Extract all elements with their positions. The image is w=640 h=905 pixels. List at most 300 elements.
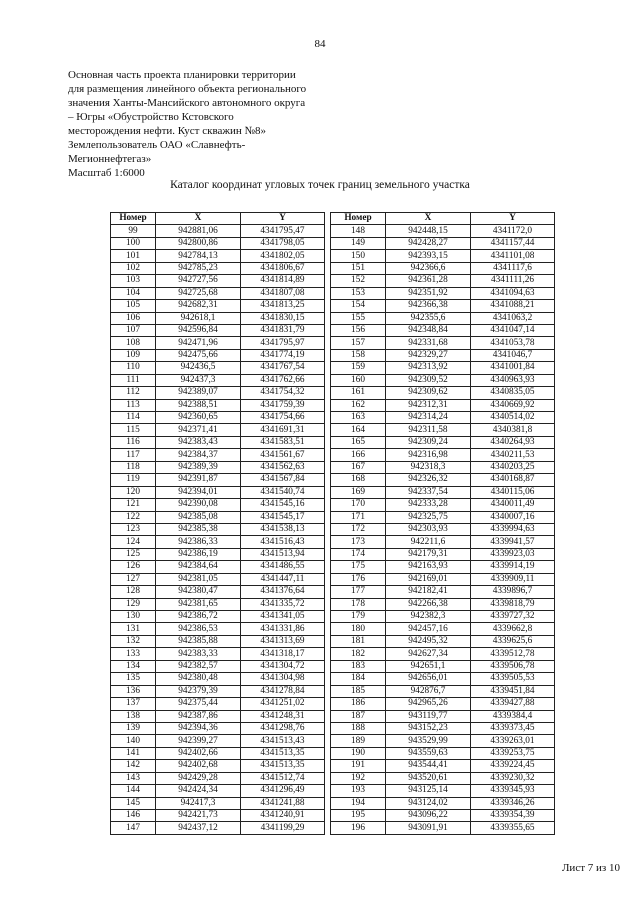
y-coordinate-cell: 4341691,31	[241, 424, 325, 436]
table-row	[111, 822, 325, 834]
y-coordinate-cell: 4339427,88	[471, 698, 555, 710]
point-number-cell: 108	[111, 337, 156, 349]
table-row	[111, 424, 325, 436]
point-number-cell: 159	[331, 362, 386, 374]
point-number-cell: 104	[111, 287, 156, 299]
x-coordinate-cell: 942471,96	[156, 337, 241, 349]
point-number-cell: 189	[331, 735, 386, 747]
x-coordinate-cell: 942436,5	[156, 362, 241, 374]
y-coordinate-cell: 4341053,78	[471, 337, 555, 349]
y-coordinate-cell: 4341754,32	[241, 387, 325, 399]
point-number-cell: 180	[331, 623, 386, 635]
y-coordinate-cell: 4341513,94	[241, 548, 325, 560]
table-row	[111, 523, 325, 535]
table-row	[331, 797, 555, 809]
table-row	[331, 362, 555, 374]
x-coordinate-cell: 942402,68	[156, 760, 241, 772]
table-row	[111, 250, 325, 262]
table-row	[111, 412, 325, 424]
x-coordinate-cell: 942424,34	[156, 785, 241, 797]
y-coordinate-cell: 4339909,11	[471, 573, 555, 585]
point-number-cell: 143	[111, 772, 156, 784]
point-number-cell: 135	[111, 673, 156, 685]
point-number-cell: 106	[111, 312, 156, 324]
y-coordinate-cell: 4341754,66	[241, 412, 325, 424]
y-coordinate-cell: 4340211,53	[471, 449, 555, 461]
x-coordinate-cell: 943125,14	[386, 785, 471, 797]
x-coordinate-cell: 942682,31	[156, 300, 241, 312]
table-row	[111, 275, 325, 287]
y-coordinate-cell: 4341376,64	[241, 586, 325, 598]
x-coordinate-cell: 942355,6	[386, 312, 471, 324]
catalog-title: Каталог координат угловых точек границ земельного участка	[170, 179, 470, 191]
y-coordinate-cell: 4339512,78	[471, 648, 555, 660]
y-coordinate-cell: 4341251,02	[241, 698, 325, 710]
x-coordinate-cell: 942417,3	[156, 797, 241, 809]
x-coordinate-cell: 942475,66	[156, 349, 241, 361]
x-coordinate-cell: 942437,12	[156, 822, 241, 834]
y-coordinate-cell: 4339914,19	[471, 561, 555, 573]
table-row	[111, 337, 325, 349]
table-row	[111, 237, 325, 249]
table-row	[331, 573, 555, 585]
point-number-cell: 160	[331, 374, 386, 386]
table-row	[331, 586, 555, 598]
y-coordinate-cell: 4341513,35	[241, 747, 325, 759]
table-row	[331, 461, 555, 473]
point-number-cell: 147	[111, 822, 156, 834]
y-coordinate-cell: 4340264,93	[471, 436, 555, 448]
table-row	[111, 561, 325, 573]
point-number-cell: 114	[111, 412, 156, 424]
y-coordinate-cell: 4341540,74	[241, 486, 325, 498]
x-coordinate-cell: 942366,38	[386, 300, 471, 312]
x-coordinate-cell: 942386,19	[156, 548, 241, 560]
x-coordinate-cell: 942437,3	[156, 374, 241, 386]
x-coordinate-cell: 942727,56	[156, 275, 241, 287]
point-number-cell: 174	[331, 548, 386, 560]
point-number-cell: 150	[331, 250, 386, 262]
y-coordinate-cell: 4341802,05	[241, 250, 325, 262]
y-coordinate-cell: 4339253,75	[471, 747, 555, 759]
y-coordinate-cell: 4339727,32	[471, 611, 555, 623]
y-coordinate-cell: 4341088,21	[471, 300, 555, 312]
table-row	[331, 287, 555, 299]
x-coordinate-cell: 942329,27	[386, 349, 471, 361]
y-coordinate-cell: 4341296,49	[241, 785, 325, 797]
table-row	[111, 785, 325, 797]
x-coordinate-cell: 942371,41	[156, 424, 241, 436]
x-coordinate-cell: 942965,26	[386, 698, 471, 710]
table-row	[331, 735, 555, 747]
point-number-cell: 164	[331, 424, 386, 436]
header-line: – Югры «Обустройство Кстовского	[68, 111, 234, 123]
table-row	[331, 785, 555, 797]
x-coordinate-cell: 942495,32	[386, 635, 471, 647]
x-coordinate-cell: 942382,3	[386, 611, 471, 623]
x-coordinate-cell: 942313,92	[386, 362, 471, 374]
x-coordinate-cell: 942391,87	[156, 474, 241, 486]
point-number-cell: 177	[331, 586, 386, 598]
x-coordinate-cell: 942266,38	[386, 598, 471, 610]
y-coordinate-cell: 4339354,39	[471, 810, 555, 822]
point-number-cell: 134	[111, 660, 156, 672]
point-number-cell: 171	[331, 511, 386, 523]
y-coordinate-cell: 4341331,86	[241, 623, 325, 635]
y-coordinate-cell: 4340381,8	[471, 424, 555, 436]
y-coordinate-cell: 4339384,4	[471, 710, 555, 722]
x-coordinate-cell: 942383,33	[156, 648, 241, 660]
y-coordinate-cell: 4341806,67	[241, 262, 325, 274]
point-number-cell: 153	[331, 287, 386, 299]
table-row	[111, 362, 325, 374]
y-coordinate-cell: 4341304,72	[241, 660, 325, 672]
y-coordinate-cell: 4340835,05	[471, 387, 555, 399]
y-coordinate-cell: 4341516,43	[241, 536, 325, 548]
x-coordinate-cell: 942179,31	[386, 548, 471, 560]
x-coordinate-cell: 942309,62	[386, 387, 471, 399]
table-row	[331, 324, 555, 336]
table-row	[331, 250, 555, 262]
table-row	[111, 511, 325, 523]
x-coordinate-cell: 942388,51	[156, 399, 241, 411]
table-row	[331, 635, 555, 647]
table-row	[111, 461, 325, 473]
y-coordinate-cell: 4341313,69	[241, 635, 325, 647]
table-row	[331, 673, 555, 685]
table-row	[111, 810, 325, 822]
x-coordinate-cell: 942333,28	[386, 499, 471, 511]
point-number-cell: 148	[331, 225, 386, 237]
table-row	[331, 412, 555, 424]
table-row	[331, 300, 555, 312]
table-row	[111, 673, 325, 685]
table-row	[331, 424, 555, 436]
point-number-cell: 192	[331, 772, 386, 784]
point-number-cell: 185	[331, 685, 386, 697]
table-row	[331, 387, 555, 399]
table-row	[331, 685, 555, 697]
x-coordinate-cell: 942318,3	[386, 461, 471, 473]
x-coordinate-cell: 942784,13	[156, 250, 241, 262]
x-coordinate-cell: 942596,84	[156, 324, 241, 336]
y-coordinate-cell: 4341813,25	[241, 300, 325, 312]
point-number-cell: 128	[111, 586, 156, 598]
y-coordinate-cell: 4341538,13	[241, 523, 325, 535]
y-coordinate-cell: 4341798,05	[241, 237, 325, 249]
point-number-cell: 138	[111, 710, 156, 722]
y-coordinate-cell: 4341831,79	[241, 324, 325, 336]
y-coordinate-cell: 4339625,6	[471, 635, 555, 647]
point-number-cell: 182	[331, 648, 386, 660]
y-coordinate-cell: 4341512,74	[241, 772, 325, 784]
point-number-cell: 158	[331, 349, 386, 361]
y-coordinate-cell: 4341567,84	[241, 474, 325, 486]
point-number-cell: 130	[111, 611, 156, 623]
table-row	[331, 548, 555, 560]
y-coordinate-cell: 4341807,08	[241, 287, 325, 299]
x-coordinate-cell: 942316,98	[386, 449, 471, 461]
table-row	[331, 337, 555, 349]
y-coordinate-cell: 4341046,7	[471, 349, 555, 361]
y-coordinate-cell: 4341199,29	[241, 822, 325, 834]
x-coordinate-cell: 942876,7	[386, 685, 471, 697]
x-coordinate-cell: 942399,27	[156, 735, 241, 747]
y-coordinate-cell: 4339355,65	[471, 822, 555, 834]
point-number-cell: 116	[111, 436, 156, 448]
point-number-cell: 156	[331, 324, 386, 336]
table-row	[111, 660, 325, 672]
x-coordinate-cell: 942351,92	[386, 287, 471, 299]
point-number-cell: 131	[111, 623, 156, 635]
table-row	[111, 324, 325, 336]
point-number-cell: 119	[111, 474, 156, 486]
point-number-cell: 139	[111, 722, 156, 734]
x-coordinate-cell: 942169,01	[386, 573, 471, 585]
point-number-cell: 161	[331, 387, 386, 399]
y-coordinate-cell: 4341241,88	[241, 797, 325, 809]
document-header	[68, 68, 358, 180]
table-row	[331, 312, 555, 324]
y-coordinate-cell: 4341335,72	[241, 598, 325, 610]
x-coordinate-cell: 942312,31	[386, 399, 471, 411]
table-row	[331, 499, 555, 511]
x-coordinate-cell: 942163,93	[386, 561, 471, 573]
table-row	[331, 262, 555, 274]
table-row	[111, 374, 325, 386]
point-number-cell: 127	[111, 573, 156, 585]
x-coordinate-cell: 942429,28	[156, 772, 241, 784]
x-coordinate-cell: 942331,68	[386, 337, 471, 349]
point-number-cell: 145	[111, 797, 156, 809]
y-coordinate-cell: 4340669,92	[471, 399, 555, 411]
table-row	[331, 436, 555, 448]
y-coordinate-cell: 4341545,16	[241, 499, 325, 511]
y-coordinate-cell: 4339230,32	[471, 772, 555, 784]
y-coordinate-cell: 4341830,15	[241, 312, 325, 324]
y-coordinate-cell: 4341248,31	[241, 710, 325, 722]
y-coordinate-cell: 4339373,45	[471, 722, 555, 734]
table-row	[111, 623, 325, 635]
x-coordinate-cell: 942311,58	[386, 424, 471, 436]
x-coordinate-cell: 942393,15	[386, 250, 471, 262]
x-coordinate-cell: 943559,63	[386, 747, 471, 759]
point-number-cell: 168	[331, 474, 386, 486]
y-coordinate-cell: 4341172,0	[471, 225, 555, 237]
point-number-cell: 115	[111, 424, 156, 436]
x-coordinate-cell: 942361,28	[386, 275, 471, 287]
point-number-cell: 190	[331, 747, 386, 759]
point-number-cell: 157	[331, 337, 386, 349]
y-coordinate-cell: 4340115,06	[471, 486, 555, 498]
header-line: значения Ханты-Мансийского автономного округа	[68, 97, 306, 109]
coordinates-table-left	[110, 212, 325, 835]
point-number-cell: 124	[111, 536, 156, 548]
table-row	[111, 573, 325, 585]
x-coordinate-cell: 943096,22	[386, 810, 471, 822]
y-coordinate-cell: 4341513,35	[241, 760, 325, 772]
point-number-cell: 144	[111, 785, 156, 797]
column-header-number: Номер	[111, 213, 156, 225]
x-coordinate-cell: 942651,1	[386, 660, 471, 672]
point-number-cell: 140	[111, 735, 156, 747]
x-coordinate-cell: 942211,6	[386, 536, 471, 548]
point-number-cell: 137	[111, 698, 156, 710]
y-coordinate-cell: 4339896,7	[471, 586, 555, 598]
point-number-cell: 133	[111, 648, 156, 660]
point-number-cell: 193	[331, 785, 386, 797]
point-number-cell: 102	[111, 262, 156, 274]
table-row	[111, 300, 325, 312]
x-coordinate-cell: 943152,23	[386, 722, 471, 734]
point-number-cell: 181	[331, 635, 386, 647]
x-coordinate-cell: 942448,15	[386, 225, 471, 237]
table-row	[331, 486, 555, 498]
point-number-cell: 165	[331, 436, 386, 448]
y-coordinate-cell: 4339451,84	[471, 685, 555, 697]
table-row	[331, 810, 555, 822]
point-number-cell: 149	[331, 237, 386, 249]
y-coordinate-cell: 4341774,19	[241, 349, 325, 361]
table-row	[111, 760, 325, 772]
table-row	[331, 275, 555, 287]
x-coordinate-cell: 942385,38	[156, 523, 241, 535]
x-coordinate-cell: 943529,99	[386, 735, 471, 747]
y-coordinate-cell: 4340007,16	[471, 511, 555, 523]
x-coordinate-cell: 942380,47	[156, 586, 241, 598]
y-coordinate-cell: 4340203,25	[471, 461, 555, 473]
table-row	[331, 822, 555, 834]
x-coordinate-cell: 942394,01	[156, 486, 241, 498]
point-number-cell: 154	[331, 300, 386, 312]
y-coordinate-cell: 4340011,49	[471, 499, 555, 511]
point-number-cell: 117	[111, 449, 156, 461]
point-number-cell: 191	[331, 760, 386, 772]
table-row	[111, 648, 325, 660]
point-number-cell: 113	[111, 399, 156, 411]
point-number-cell: 173	[331, 536, 386, 548]
y-coordinate-cell: 4339941,57	[471, 536, 555, 548]
point-number-cell: 183	[331, 660, 386, 672]
y-coordinate-cell: 4339994,63	[471, 523, 555, 535]
y-coordinate-cell: 4339346,26	[471, 797, 555, 809]
x-coordinate-cell: 942384,37	[156, 449, 241, 461]
point-number-cell: 100	[111, 237, 156, 249]
y-coordinate-cell: 4339818,79	[471, 598, 555, 610]
table-row	[111, 486, 325, 498]
y-coordinate-cell: 4341101,08	[471, 250, 555, 262]
table-row	[331, 660, 555, 672]
point-number-cell: 101	[111, 250, 156, 262]
table-row	[331, 449, 555, 461]
table-row	[111, 635, 325, 647]
y-coordinate-cell: 4341298,76	[241, 722, 325, 734]
x-coordinate-cell: 942390,08	[156, 499, 241, 511]
x-coordinate-cell: 942428,27	[386, 237, 471, 249]
x-coordinate-cell: 942325,75	[386, 511, 471, 523]
header-line: Масштаб 1:6000	[68, 167, 145, 179]
y-coordinate-cell: 4341759,39	[241, 399, 325, 411]
point-number-cell: 146	[111, 810, 156, 822]
x-coordinate-cell: 942381,05	[156, 573, 241, 585]
x-coordinate-cell: 942394,36	[156, 722, 241, 734]
table-row	[111, 474, 325, 486]
x-coordinate-cell: 943520,61	[386, 772, 471, 784]
point-number-cell: 162	[331, 399, 386, 411]
x-coordinate-cell: 942309,24	[386, 436, 471, 448]
x-coordinate-cell: 942389,07	[156, 387, 241, 399]
point-number-cell: 142	[111, 760, 156, 772]
point-number-cell: 103	[111, 275, 156, 287]
point-number-cell: 110	[111, 362, 156, 374]
point-number-cell: 152	[331, 275, 386, 287]
point-number-cell: 111	[111, 374, 156, 386]
point-number-cell: 184	[331, 673, 386, 685]
y-coordinate-cell: 4339662,8	[471, 623, 555, 635]
point-number-cell: 195	[331, 810, 386, 822]
x-coordinate-cell: 942314,24	[386, 412, 471, 424]
table-row	[111, 287, 325, 299]
point-number-cell: 132	[111, 635, 156, 647]
point-number-cell: 105	[111, 300, 156, 312]
x-coordinate-cell: 942389,39	[156, 461, 241, 473]
y-coordinate-cell: 4341814,89	[241, 275, 325, 287]
point-number-cell: 167	[331, 461, 386, 473]
point-number-cell: 118	[111, 461, 156, 473]
column-header-number: Номер	[331, 213, 386, 225]
y-coordinate-cell: 4341583,51	[241, 436, 325, 448]
x-coordinate-cell: 942725,68	[156, 287, 241, 299]
x-coordinate-cell: 942380,48	[156, 673, 241, 685]
table-row	[111, 349, 325, 361]
x-coordinate-cell: 942421,73	[156, 810, 241, 822]
point-number-cell: 121	[111, 499, 156, 511]
point-number-cell: 99	[111, 225, 156, 237]
x-coordinate-cell: 942627,34	[386, 648, 471, 660]
table-row	[111, 536, 325, 548]
y-coordinate-cell: 4341513,43	[241, 735, 325, 747]
y-coordinate-cell: 4339263,01	[471, 735, 555, 747]
x-coordinate-cell: 942379,39	[156, 685, 241, 697]
table-row	[111, 710, 325, 722]
y-coordinate-cell: 4341561,67	[241, 449, 325, 461]
table-row	[111, 598, 325, 610]
y-coordinate-cell: 4339506,78	[471, 660, 555, 672]
y-coordinate-cell: 4339923,03	[471, 548, 555, 560]
y-coordinate-cell: 4341094,63	[471, 287, 555, 299]
header-line: Основная часть проекта планировки территории	[68, 69, 296, 81]
point-number-cell: 151	[331, 262, 386, 274]
x-coordinate-cell: 942384,64	[156, 561, 241, 573]
table-row	[111, 735, 325, 747]
x-coordinate-cell: 942326,32	[386, 474, 471, 486]
y-coordinate-cell: 4341318,17	[241, 648, 325, 660]
y-coordinate-cell: 4341240,91	[241, 810, 325, 822]
point-number-cell: 172	[331, 523, 386, 535]
x-coordinate-cell: 942386,53	[156, 623, 241, 635]
x-coordinate-cell: 942402,66	[156, 747, 241, 759]
x-coordinate-cell: 942360,65	[156, 412, 241, 424]
table-row	[331, 511, 555, 523]
table-row	[111, 722, 325, 734]
y-coordinate-cell: 4340514,02	[471, 412, 555, 424]
x-coordinate-cell: 942337,54	[386, 486, 471, 498]
point-number-cell: 176	[331, 573, 386, 585]
table-row	[331, 536, 555, 548]
y-coordinate-cell: 4341157,44	[471, 237, 555, 249]
x-coordinate-cell: 942182,41	[386, 586, 471, 598]
table-row	[111, 312, 325, 324]
